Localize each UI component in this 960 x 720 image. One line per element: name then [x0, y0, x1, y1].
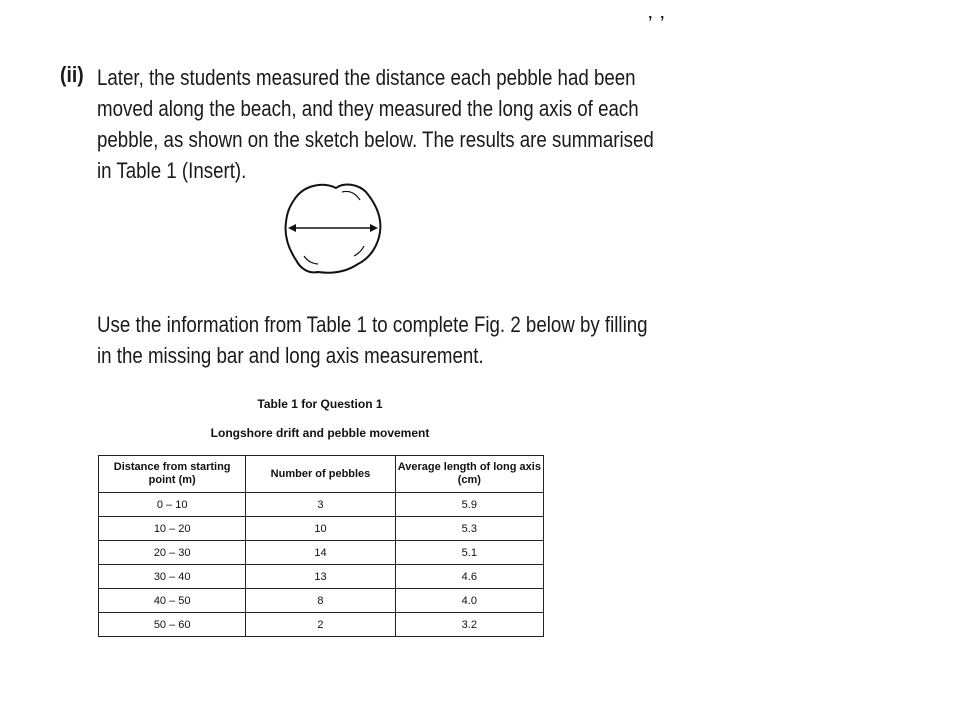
- table-row: [99, 565, 544, 589]
- cell-number: 13: [246, 565, 395, 589]
- question-instruction: Use the information from Table 1 to complete Fig. 2 below by filling in the missing bar and long axis measurement.: [97, 312, 648, 368]
- cell-number: 2: [246, 613, 395, 637]
- question-number: (ii): [60, 62, 84, 87]
- page-corner-mark: ’ ’: [648, 14, 667, 31]
- cell-axis: 3.2: [395, 613, 543, 637]
- header-distance: Distance from starting point (m): [99, 456, 246, 493]
- table-subtitle: Longshore drift and pebble movement: [210, 426, 430, 440]
- cell-axis: 4.0: [395, 589, 543, 613]
- cell-number: 8: [246, 589, 395, 613]
- cell-distance: 20 – 30: [99, 541, 246, 565]
- cell-distance: 0 – 10: [99, 493, 246, 517]
- cell-number: 3: [246, 493, 395, 517]
- cell-number: 14: [246, 541, 395, 565]
- table-row: [99, 493, 544, 517]
- cell-distance: 50 – 60: [99, 613, 246, 637]
- cell-axis: 4.6: [395, 565, 543, 589]
- header-axis: Average length of long axis (cm): [395, 456, 543, 493]
- cell-distance: 40 – 50: [99, 589, 246, 613]
- table-header-row: [99, 456, 544, 493]
- cell-distance: 10 – 20: [99, 517, 246, 541]
- header-number: Number of pebbles: [246, 456, 395, 493]
- table-row: [99, 589, 544, 613]
- pebble-sketch: [278, 178, 388, 278]
- cell-axis: 5.1: [395, 541, 543, 565]
- cell-axis: 5.3: [395, 517, 543, 541]
- cell-number: 10: [246, 517, 395, 541]
- table-row: [99, 613, 544, 637]
- table-row: [99, 541, 544, 565]
- cell-distance: 30 – 40: [99, 565, 246, 589]
- cell-axis: 5.9: [395, 493, 543, 517]
- table-title: Table 1 for Question 1: [257, 397, 383, 411]
- pebble-data-table: [98, 455, 544, 637]
- question-paragraph-1: Later, the students measured the distance each pebble had been moved along the beach, and they measured the long axis of each pebble, as shown on the sketch below. The results are summarised in Table 1 (Insert).: [97, 65, 654, 183]
- table-row: [99, 517, 544, 541]
